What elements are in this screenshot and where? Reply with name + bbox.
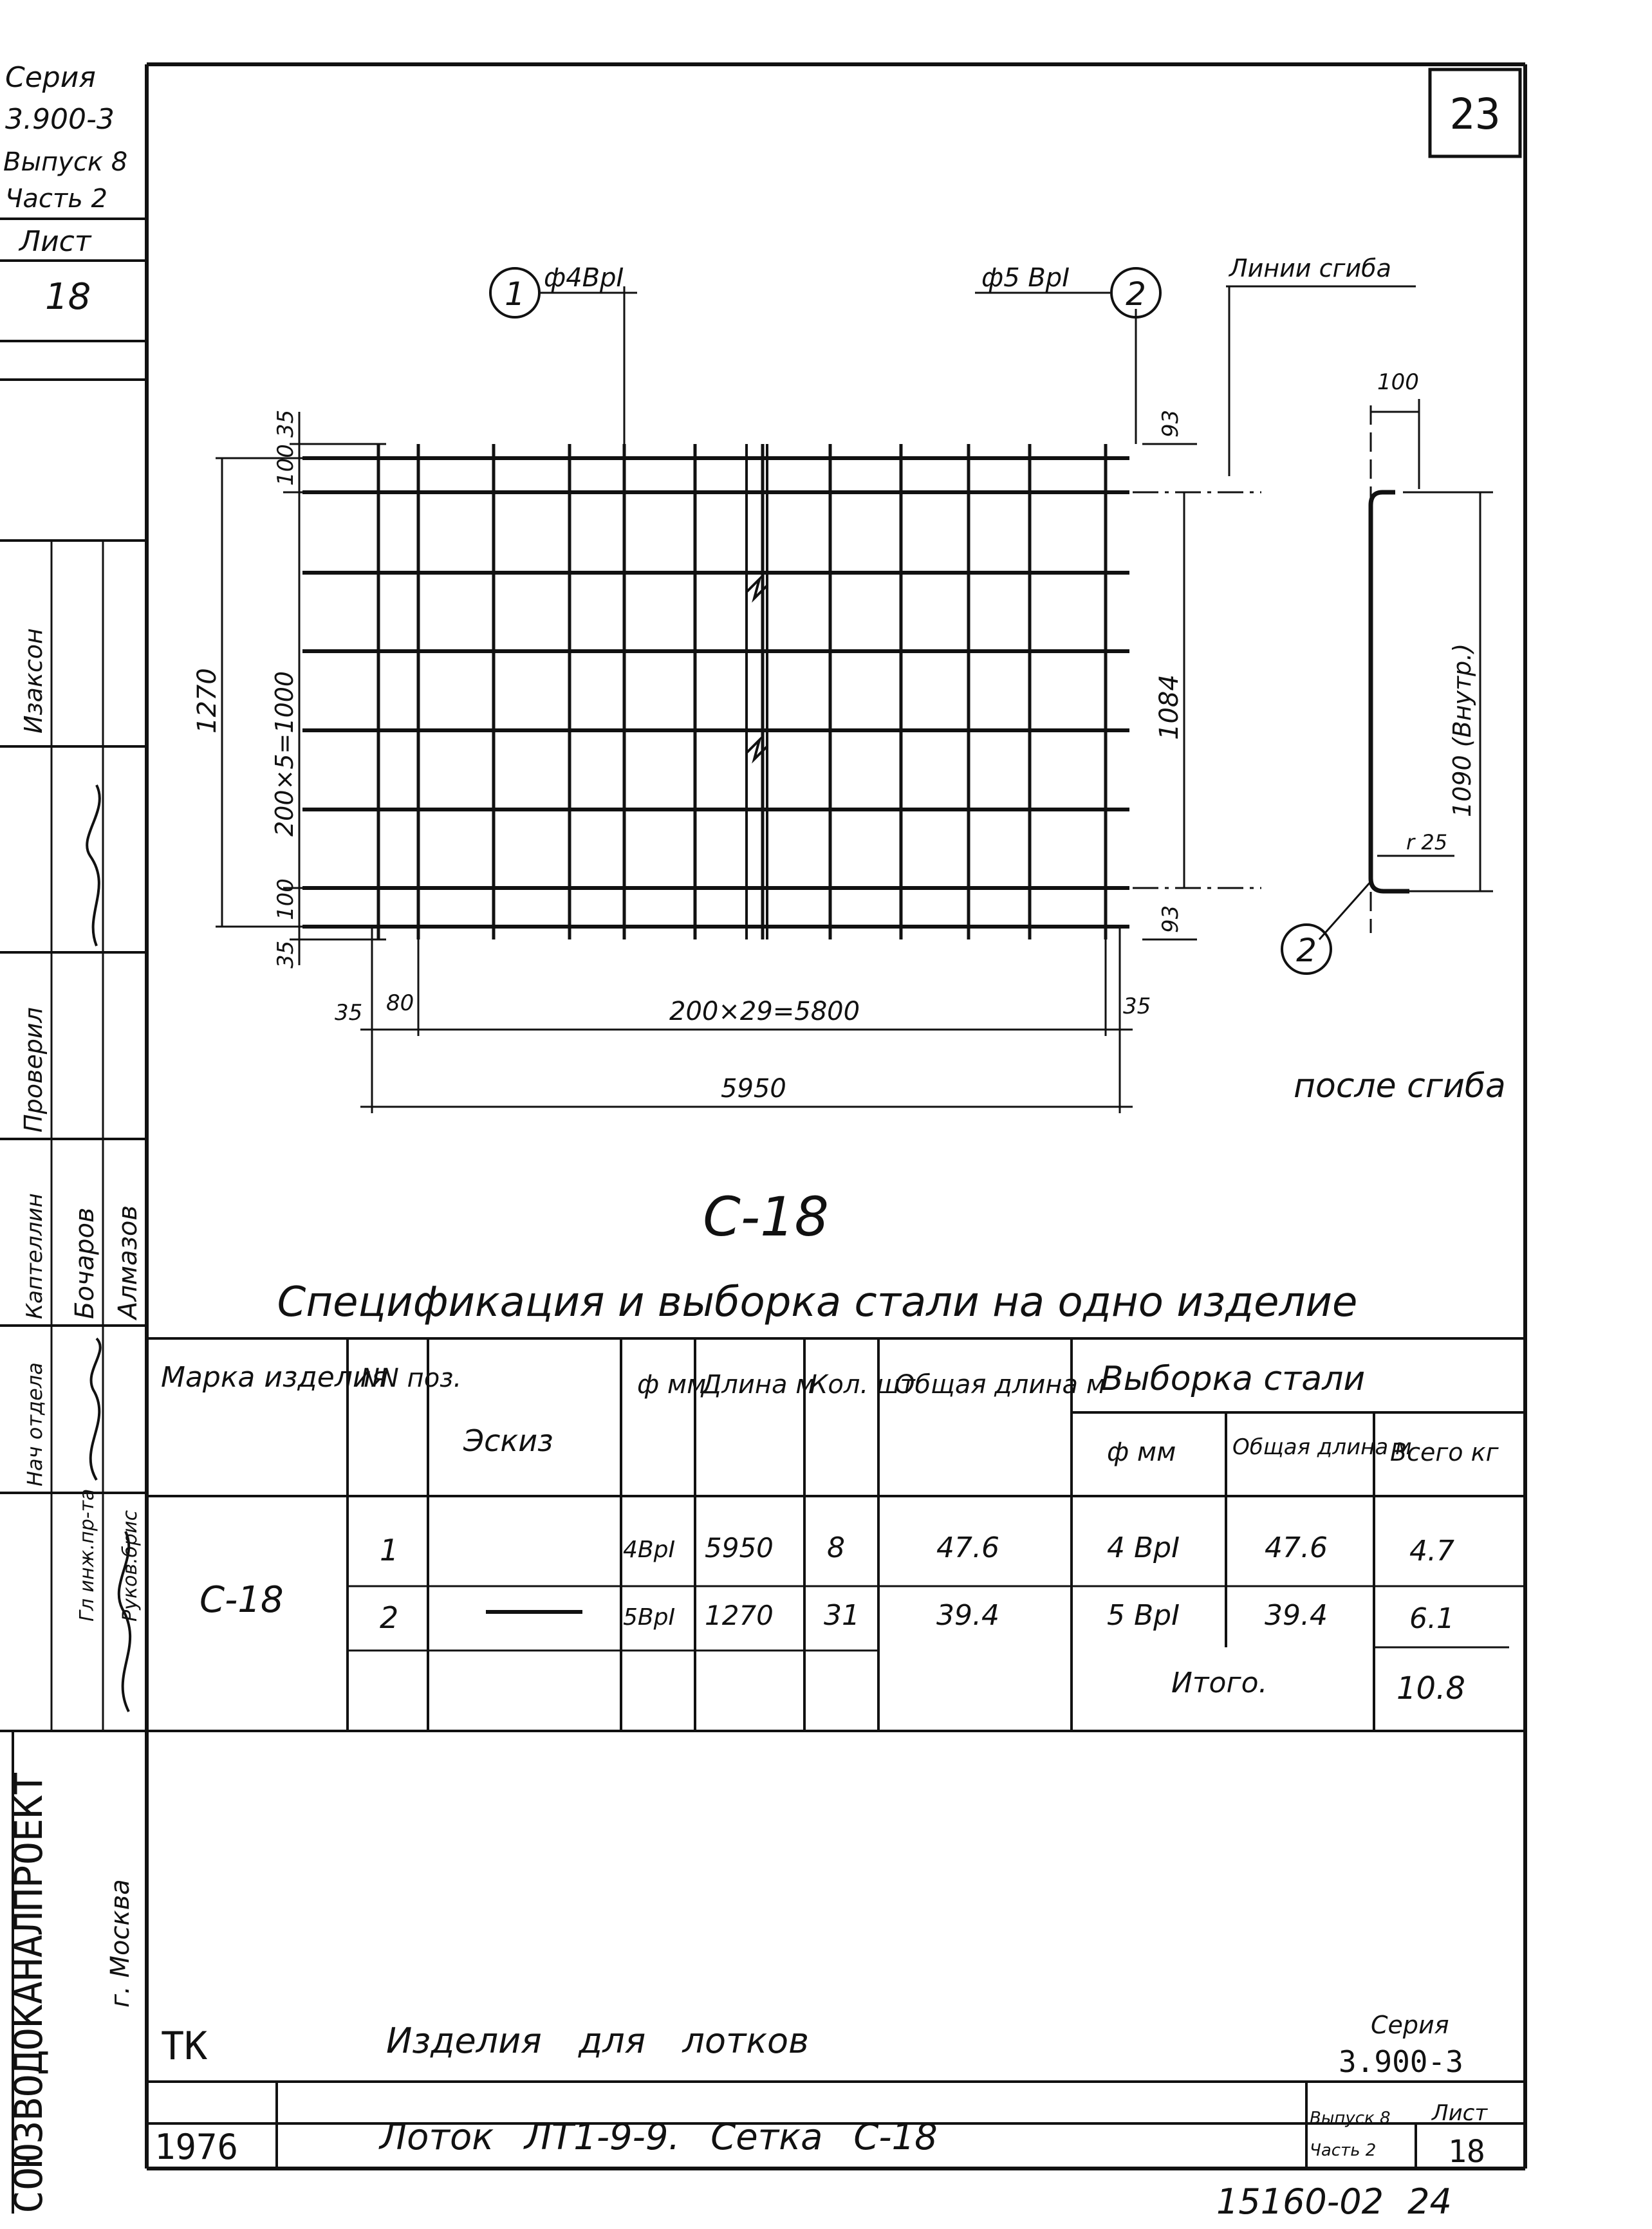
tb-series-value: 3.900-3 (1339, 2044, 1463, 2079)
left-dimensions (216, 409, 386, 965)
dim-35-left: 35 (335, 1000, 363, 1026)
td-kg: 6.1 (1409, 1602, 1454, 1635)
table-row (380, 1531, 1454, 1568)
sidebar-series-value: 3.900-3 (5, 103, 115, 136)
th-sel-dia: ф мм (1107, 1438, 1176, 1467)
corner-number: 23 (1449, 89, 1501, 139)
sidebar-sheet-value: 18 (45, 276, 91, 318)
th-qty: Кол. шт (810, 1370, 915, 1400)
sidebar-role-4: Нач отдела (23, 1362, 47, 1486)
td-sel-len: 47.6 (1265, 1531, 1328, 1564)
td-pos: 1 (380, 1533, 399, 1568)
sidebar-person-3: Бочаров (70, 1207, 100, 1319)
sidebar-series-label: Серия (5, 61, 96, 94)
tb-part: Часть 2 (1310, 2141, 1377, 2160)
signature-2 (91, 1338, 100, 1480)
profile-dim-100: 100 (1377, 369, 1419, 395)
profile-callout: 2 (1296, 932, 1317, 969)
td-length: 5950 (705, 1532, 774, 1564)
th-mark: Марка изделия (161, 1361, 389, 1394)
callout-2-label: ф5 ВрI (981, 263, 1070, 293)
callout-2-number: 2 (1126, 275, 1146, 313)
sidebar-role-5: Гл инж.пр-та (76, 1488, 98, 1622)
sidebar-organization: СОЮЗВОДОКАНАЛПРОЕКТ (6, 1771, 51, 2214)
th-dia: ф мм (637, 1370, 707, 1400)
th-total-length: Общая длина м (895, 1370, 1106, 1400)
bent-profile (1282, 369, 1493, 974)
sidebar-city: г. Москва (106, 1879, 135, 2008)
th-length: Длина м (701, 1370, 815, 1400)
corner-number-box (1430, 69, 1520, 156)
total-label: Итого. (1171, 1667, 1268, 1699)
sidebar-role-6: Руков.брис (119, 1510, 142, 1622)
dim-200x5: 200×5=1000 (270, 671, 299, 837)
title-block (147, 2011, 1525, 2170)
dim-80: 80 (386, 990, 414, 1016)
dim-93-bottom: 93 (1158, 905, 1183, 933)
profile-radius: r 25 (1406, 830, 1448, 855)
tb-code: ТК (161, 2024, 208, 2069)
table-row (380, 1599, 1454, 1635)
dim-35-bottom: 35 (273, 940, 299, 968)
callout-2 (975, 263, 1160, 317)
td-length: 1270 (705, 1600, 774, 1631)
dim-35-top: 35 (273, 409, 299, 438)
spec-table (147, 1338, 1525, 1731)
tb-series-label: Серия (1371, 2011, 1449, 2039)
sidebar-sheet-label: Лист (19, 225, 91, 258)
callout-1-number: 1 (505, 275, 525, 313)
sidebar-role-3: Каптеллин (22, 1193, 48, 1319)
th-selection: Выборка стали (1100, 1360, 1366, 1398)
tb-line1: Изделия для лотков (386, 2021, 809, 2061)
mesh-drawing (283, 286, 1416, 939)
th-sel-total: Всего кг (1390, 1438, 1499, 1466)
spec-title: Спецификация и выборка стали на одно изделие (277, 1279, 1358, 1326)
td-sel-dia: 4 ВрI (1107, 1531, 1180, 1564)
td-mark: С-18 (200, 1579, 284, 1621)
dim-1084: 1084 (1155, 674, 1184, 740)
tb-issue: Выпуск 8 (1310, 2109, 1391, 2128)
td-dia: 5ВрI (623, 1604, 676, 1631)
td-dia: 4ВрI (623, 1537, 676, 1563)
dim-100-bottom: 100 (273, 878, 299, 920)
td-total: 39.4 (936, 1599, 999, 1632)
dim-5950: 5950 (721, 1074, 786, 1104)
leaders (624, 286, 1416, 888)
bend-lines (283, 492, 1261, 888)
transverse-bars (378, 444, 1106, 939)
sidebar-person-4: Алмазов (113, 1205, 143, 1319)
callout-1-label: ф4ВрI (544, 263, 624, 293)
dim-1270: 1270 (192, 668, 222, 734)
profile-dim-1090: 1090 (Внутр.) (1448, 643, 1476, 817)
tb-sheet-value: 18 (1448, 2134, 1485, 2170)
signature-1 (87, 785, 100, 946)
dim-200x29: 200×29=5800 (669, 997, 860, 1026)
th-sel-length: Общая длина м (1232, 1434, 1412, 1460)
tb-line2: Лоток ЛТ1-9-9. Сетка С-18 (380, 2116, 938, 2158)
after-bend-label: после сгиба (1294, 1067, 1506, 1105)
sidebar (3, 61, 143, 2214)
td-pos: 2 (380, 1600, 399, 1635)
td-total: 47.6 (936, 1531, 999, 1564)
dim-93-top: 93 (1158, 409, 1183, 438)
td-sel-len: 39.4 (1265, 1599, 1328, 1632)
td-qty: 31 (824, 1599, 860, 1632)
td-qty: 8 (827, 1531, 845, 1564)
dim-35-right: 35 (1123, 994, 1151, 1019)
mark-title: С-18 (703, 1185, 829, 1248)
dim-100-top: 100 (273, 444, 299, 486)
th-sketch: Эскиз (463, 1423, 553, 1458)
sidebar-issue: Выпуск 8 (3, 147, 128, 177)
td-sel-dia: 5 ВрI (1107, 1599, 1180, 1632)
sheet-frame (0, 64, 1525, 2214)
tb-sheet-label: Лист (1432, 2100, 1488, 2126)
bend-lines-label: Линии сгиба (1229, 254, 1391, 282)
total-value: 10.8 (1397, 1670, 1465, 1706)
tb-year: 1976 (154, 2127, 239, 2167)
archive-number: 15160-02 24 (1216, 2181, 1452, 2222)
sidebar-role-1: Изаксон (19, 628, 48, 734)
sidebar-part: Часть 2 (5, 184, 107, 214)
sidebar-role-2: Проверил (19, 1007, 48, 1133)
th-pos: NN поз. (360, 1364, 462, 1393)
td-kg: 4.7 (1409, 1535, 1454, 1568)
longitudinal-bars (302, 458, 1129, 927)
callout-1 (490, 263, 637, 317)
